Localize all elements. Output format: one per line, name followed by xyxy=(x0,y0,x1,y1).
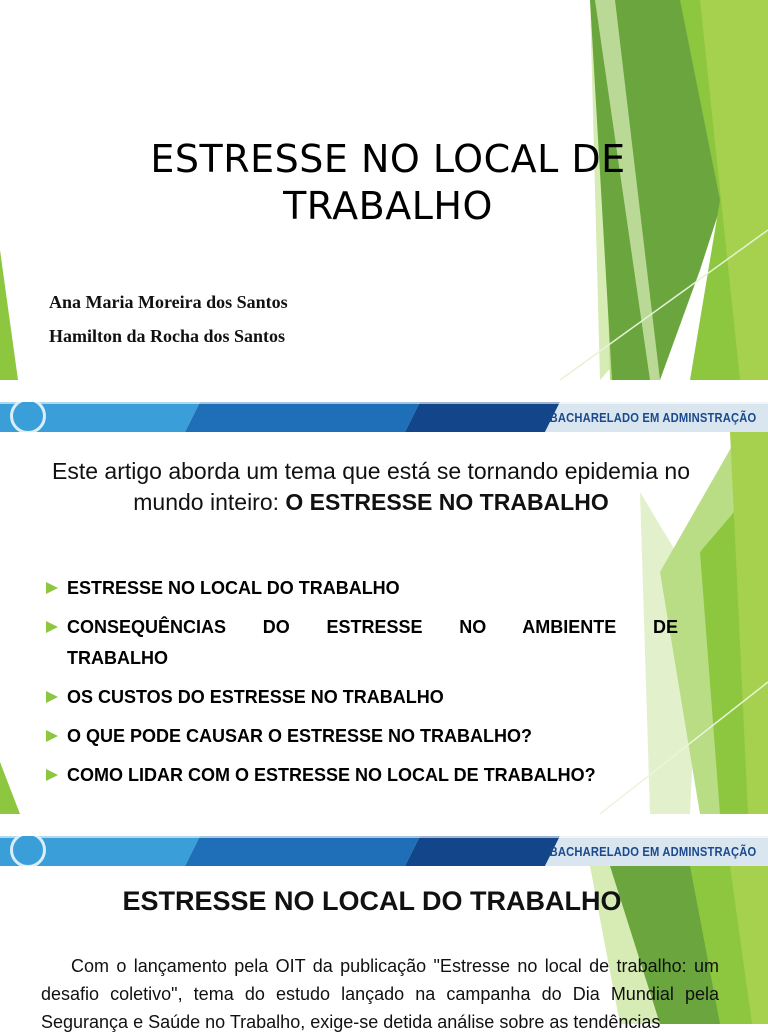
list-item-text: COMO LIDAR COM O ESTRESSE NO LOCAL DE TRABALHO? xyxy=(67,765,596,785)
university-logo-icon xyxy=(10,402,46,432)
intro-highlight: O ESTRESSE NO TRABALHO xyxy=(285,489,609,515)
author-1: Ana Maria Moreira dos Santos xyxy=(49,292,288,312)
author-2: Hamilton da Rocha dos Santos xyxy=(49,326,286,346)
course-banner xyxy=(0,836,768,866)
slide-title xyxy=(0,0,768,380)
university-logo-icon xyxy=(10,836,46,866)
topic-list xyxy=(46,573,678,799)
list-item-text: O QUE PODE CAUSAR O ESTRESSE NO TRABALHO? xyxy=(67,726,533,746)
title-line-2: TRABALHO xyxy=(283,184,493,228)
arrow-bullet-icon xyxy=(46,621,58,633)
title-line-1: ESTRESSE NO LOCAL DE xyxy=(150,137,626,181)
banner-course-label: BACHARELADO EM ADMINSTRAÇÃO xyxy=(549,844,756,859)
intro-text: Este artigo aborda um tema que está se tornando epidemia no mundo inteiro: xyxy=(51,458,690,515)
arrow-bullet-icon xyxy=(46,691,58,703)
arrow-bullet-icon xyxy=(46,769,58,781)
banner-course-label: BACHARELADO EM ADMINSTRAÇÃO xyxy=(549,410,756,425)
list-item-text: OS CUSTOS DO ESTRESSE NO TRABALHO xyxy=(67,687,444,707)
section-body: Com o lançamento pela OIT da publicação "Estresse no local de trabalho: um desafio coletivo", tema do estudo lançado na campanha do Dia Mundial pela Segurança e Saúde no Trabalho, exige-se detida análise sobre as tendências xyxy=(41,956,719,1032)
list-item xyxy=(46,612,678,674)
slide-title-heading xyxy=(100,136,676,230)
list-item xyxy=(46,721,678,752)
intro-paragraph xyxy=(20,456,722,518)
list-item-text: ESTRESSE NO LOCAL DO TRABALHO xyxy=(67,578,400,598)
arrow-bullet-icon xyxy=(46,582,58,594)
section-heading: ESTRESSE NO LOCAL DO TRABALHO xyxy=(122,886,622,916)
list-item xyxy=(46,760,678,791)
arrow-bullet-icon xyxy=(46,730,58,742)
list-item xyxy=(46,573,678,604)
list-item-text: CONSEQUÊNCIAS DO ESTRESSE NO AMBIENTE DE TRABALHO xyxy=(67,617,678,668)
list-item xyxy=(46,682,678,713)
course-banner xyxy=(0,402,768,432)
